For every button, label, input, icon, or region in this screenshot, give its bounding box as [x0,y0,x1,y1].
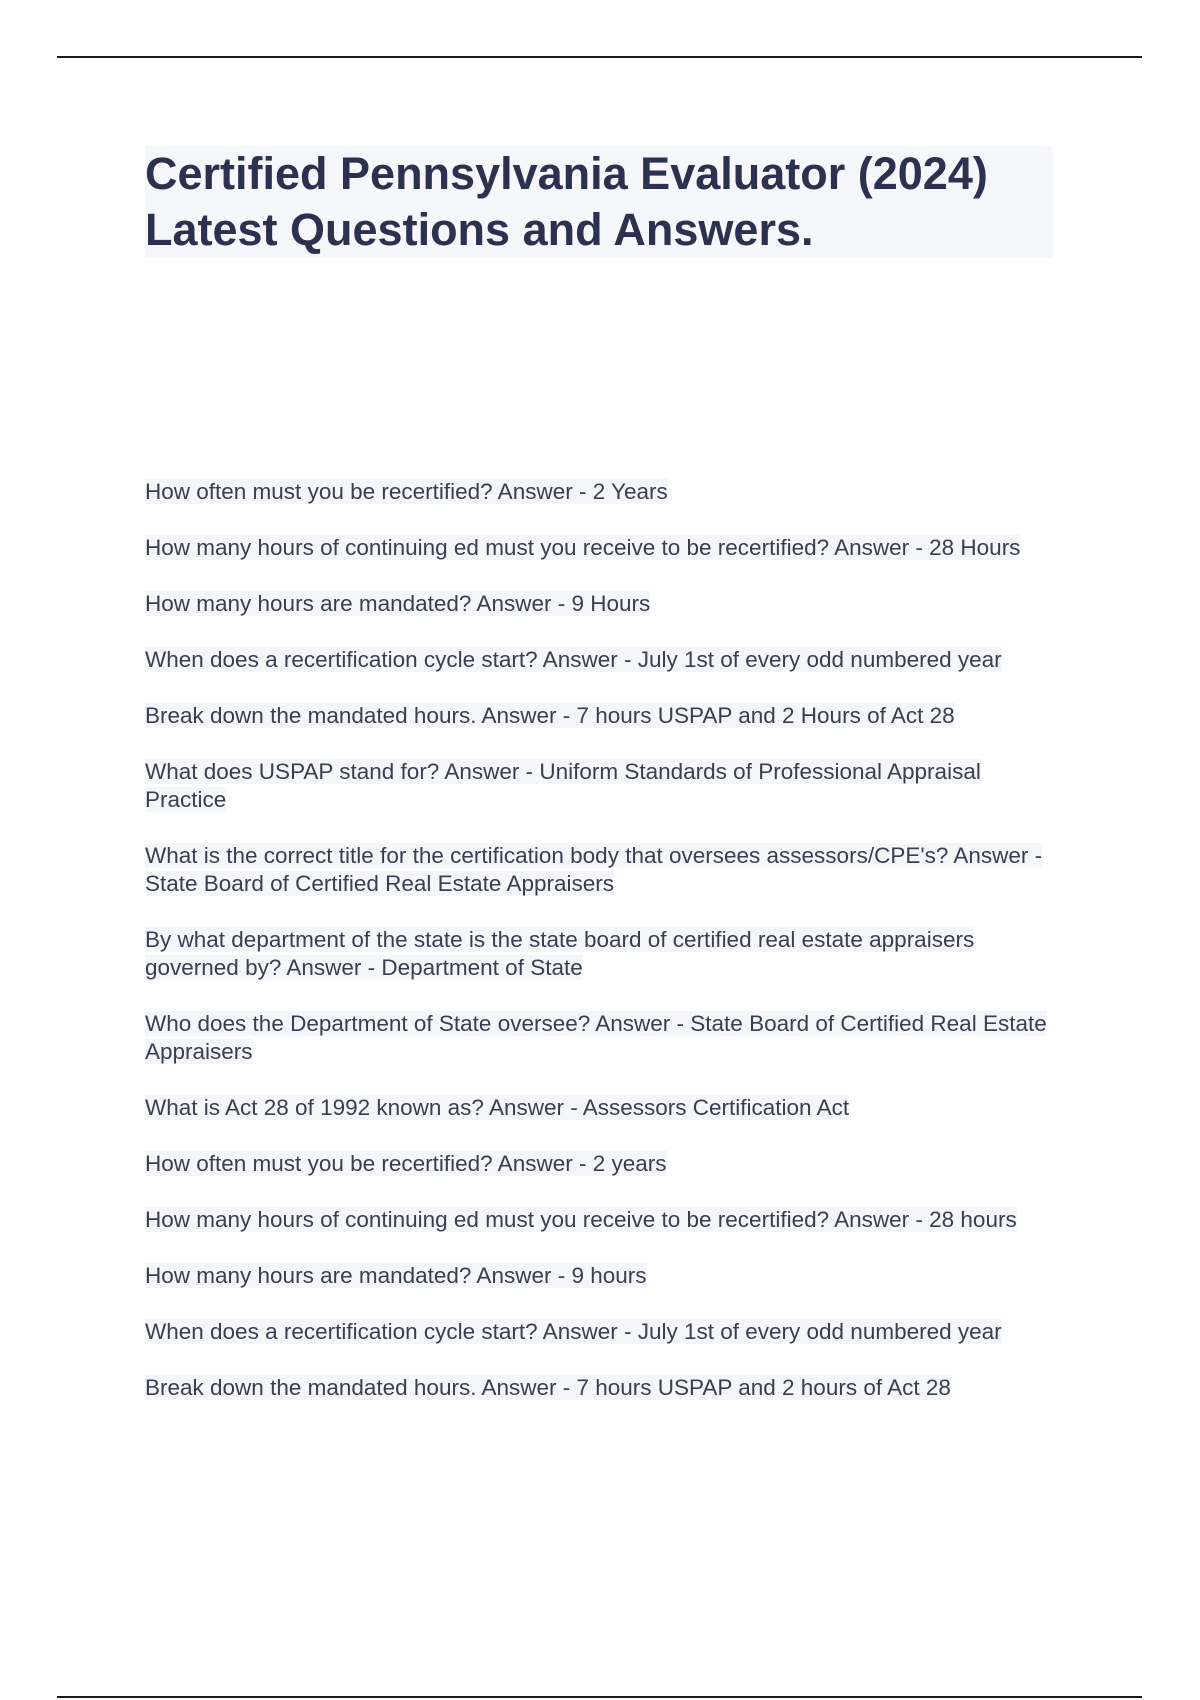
qa-item: How often must you be recertified? Answer - 2 Years [145,479,668,504]
qa-item: How many hours of continuing ed must you receive to be recertified? Answer - 28 Hours [145,535,1021,560]
top-divider [57,56,1142,58]
qa-item: How many hours are mandated? Answer - 9 Hours [145,591,651,616]
title-line-2: Latest Questions and Answers. [145,204,814,255]
qa-item: What is the correct title for the certification body that oversees assessors/CPE's? Answer - State Board of Certified Real Estate Appraisers [145,843,1043,896]
qa-item: How many hours of continuing ed must you receive to be recertified? Answer - 28 hours [145,1207,1017,1232]
qa-item: When does a recertification cycle start? Answer - July 1st of every odd numbered year [145,1319,1002,1344]
qa-item: How often must you be recertified? Answer - 2 years [145,1151,667,1176]
qa-item: How many hours are mandated? Answer - 9 hours [145,1263,647,1288]
document-title [145,146,1053,258]
qa-item: By what department of the state is the state board of certified real estate appraisers governed by? Answer - Department of State [145,927,975,980]
title-line-1: Certified Pennsylvania Evaluator (2024) [145,148,988,199]
qa-list [145,478,1055,1430]
qa-item: What does USPAP stand for? Answer - Uniform Standards of Professional Appraisal Practice [145,759,981,812]
bottom-divider [57,1696,1142,1698]
qa-item: When does a recertification cycle start? Answer - July 1st of every odd numbered year [145,647,1002,672]
qa-item: What is Act 28 of 1992 known as? Answer - Assessors Certification Act [145,1095,850,1120]
qa-item: Break down the mandated hours. Answer - 7 hours USPAP and 2 hours of Act 28 [145,1375,951,1400]
qa-item: Break down the mandated hours. Answer - 7 hours USPAP and 2 Hours of Act 28 [145,703,955,728]
qa-item: Who does the Department of State oversee? Answer - State Board of Certified Real Estate Appraisers [145,1011,1047,1064]
